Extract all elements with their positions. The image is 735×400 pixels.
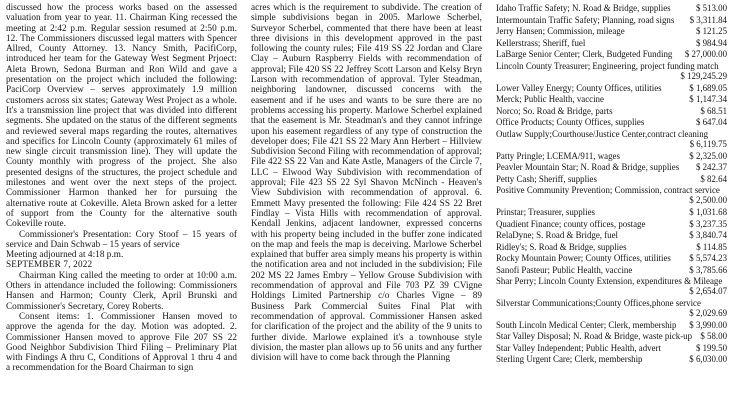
paragraph: Consent items: 1. Commissioner Hansen moved to approve the agenda for the day. Motion was adopted. 2. Commissioner Hansen moved to approve File 207 SS 22 Good Neighbor Subdivision Third Filing – Preliminary Plat with Findings A thru C, Conditions of Approval 1 thru 4 and a recommendation for the Board Chairman to sign <box>6 310 237 373</box>
expenditure-amount: $ 2,029.69 <box>689 308 727 319</box>
expenditure-item <box>496 162 727 172</box>
expenditure-payee: Kellerstrass; Sheriff, fuel <box>496 37 586 48</box>
paragraph: discussed how the process works based on the assessed valuation from year to year. 11. Chairman King recessed the meeting at 2:42 p.m. Regular session resumed at 2:50 p.m. 12. The Commissioners discussed legal matters with Spencer Allred, County Attorney. 13. Nancy Smith, PacifiCorp, introduced her team for the Gateway West Segment Prjoect: Aleta Brown, Sedona Burman and Ron Wild and gave a presentation on the project which included the following: PaciCorp Overview – serves approximately 1.9 million customers across six states; Gateway West Project as a whole. It's a transmission line project that was divided into different segments. She updated on the status of the different segments and reviewed several maps regarding the routes, alternatives and specifics for Lincoln County (approximately 61 miles of new single circuit transmission line). They will update the County monthly with progress of the project. She also presented designs of the structures, the project schedule and milestones and went over the next steps of the project. Commissioner Harmon thanked her for pursuing the alternative route at Cokeville. Aleta Brown asked for a letter of support from the County for the alternative south Cokeville route. <box>6 2 237 229</box>
expenditure-payee: Patty Pringle; LCEMA/911, wages <box>496 150 620 161</box>
expenditure-payee: Peavler Mountain Star; N. Road & Bridge, supplies <box>496 162 680 173</box>
expenditure-item <box>496 253 727 263</box>
expenditure-amount: $ 1,147.34 <box>689 94 727 105</box>
expenditure-item <box>496 117 727 127</box>
expenditure-item <box>496 151 727 161</box>
expenditure-amount: $ 199.50 <box>695 342 727 353</box>
expenditure-payee: Sterling Urgent Care; Clerk, membership <box>496 354 643 365</box>
date-heading: SEPTEMBER 7, 2022 <box>6 259 93 270</box>
expenditure-item <box>496 61 727 81</box>
expenditure-amount: $ 6,119.75 <box>689 138 727 149</box>
expenditure-payee: Lower Valley Energy; County Offices, utilities <box>496 82 662 93</box>
expenditure-amount: $ 58.00 <box>700 331 727 342</box>
expenditure-amount: $ 2,325.00 <box>689 150 727 161</box>
expenditure-payee: Outlaw Supply;Courthouse/Justice Center,contract cleaning <box>496 128 709 139</box>
expenditure-amount: $ 5,574.23 <box>689 253 727 264</box>
expenditure-amount: $ 121.25 <box>695 26 727 37</box>
expenditure-payee: Sanofi Pasteur; Public Health, vaccine <box>496 264 633 275</box>
expenditure-amount: $ 3,311.84 <box>689 14 727 25</box>
expenditure-amount: $ 984.94 <box>695 37 727 48</box>
expenditure-amount: $ 647.04 <box>695 117 727 128</box>
middle-column <box>251 2 482 400</box>
expenditure-item <box>496 185 727 205</box>
expenditure-item <box>496 174 727 184</box>
expenditure-item <box>496 207 727 217</box>
expenditure-amount: $ 242.37 <box>695 162 727 173</box>
expenditure-amount: $ 3,785.66 <box>689 264 727 275</box>
expenditure-payee: Prinstar; Treasurer, supplies <box>496 206 595 217</box>
expenditure-payee: Star Valley Independent; Public Health, advert <box>496 342 661 353</box>
expenditure-item <box>496 298 727 318</box>
right-column-expenditures <box>496 2 727 400</box>
expenditure-item <box>496 343 727 353</box>
expenditure-amount: $ 3,237.35 <box>689 218 727 229</box>
paragraph: Commissioner's Presentation: Cory Stoof – 15 years of service and Dain Schwab – 15 years of service <box>6 228 237 249</box>
expenditure-amount: $ 68.51 <box>700 105 727 116</box>
expenditure-payee: Petty Cash; Sheriff, supplies <box>496 173 597 184</box>
expenditure-amount: $ 3,990.00 <box>689 319 727 330</box>
expenditure-amount: $ 2,500.00 <box>689 195 727 206</box>
expenditure-item <box>496 38 727 48</box>
expenditure-payee: Merck; Public Health, vaccine <box>496 94 604 105</box>
expenditure-payee: Norco; So. Road & Bridge, parts <box>496 105 613 116</box>
expenditure-payee: Silverstar Communications;County Offices,phone service <box>496 298 701 309</box>
expenditure-payee: Star Valley Disposal; N. Road & Bridge, waste pick-up <box>496 331 693 342</box>
expenditure-amount: $ 1,689.05 <box>689 82 727 93</box>
expenditure-item <box>496 129 727 149</box>
expenditure-item <box>496 106 727 116</box>
expenditure-payee: Positive Community Prevention; Commission, contract service <box>496 185 720 196</box>
expenditure-payee: LaBarge Senior Center; Clerk, Budgeted Funding <box>496 49 673 60</box>
expenditure-item <box>496 265 727 275</box>
expenditure-item <box>496 230 727 240</box>
expenditure-payee: Lincoln County Treasurer; Engineering, project funding match <box>496 60 719 71</box>
expenditure-item <box>496 242 727 252</box>
paragraph: acres which is the requirement to subdivide. The creation of simple subdivisions began in 2005. Marlowe Scherbel, Surveyor Scherbel, commented that there have been at least three divisions in this development approved in the past following the county rules; File 419 SS 22 Jordan and Clare Clay – Auburn Raspberry Fields with recommendation of approval; File 420 SS 22 Jeffrey Scott Larson and Kelsy Bryn Larson with recommendation of approval. Tyler Steadman, neighboring landowner, discussed concerns with the easement and if he uses and wants to be sure there are no problems accessing his property. Marlowe Scherbel explained that the easement is Mr. Steadman's and they cannot infringe upon his easement regardless of any type of construction the developer does; File 421 SS 22 Mary Ann Herbert – Hillview Subdivision Second Filing with recommendation of approval; File 422 SS 22 Van and Kate Astle, Managers of the Circle 7, LLC – Elwood Way Subdivision with recommendation of approval; File 423 SS 22 Syl Shavon McNinch - Heaven's View Subdivision with recommendation of approval. 6. Emmett Mavy presented the following: File 424 SS 22 Bret Findlay – Vista Hills with recommendation of approval. Kendall Jenkins, adjacent landowner, expressed concerns with his property being included in the buffer zone indicated on the map and feels the map is deceiving. Marlowe Scherbel explained that buffer area simply means his property is within the notification area and not included in the subdivision; File 202 MS 22 James Embry – Yellow Grouse Subdivision with recommendation of approval and File 703 PZ 39 CVigne Holdings Limited Partnership c/o Charles Vigne – 89 Business Park Commercial Suites Final Plat with recommendation of approval. Commissioner Hansen asked for clarification of the project and the ability of the 9 units to further divide. Marlowe explained it's a townhouse style division, the master plan allows up to 56 units and any further division will have to come back through the Planning <box>251 2 482 363</box>
expenditure-item <box>496 26 727 36</box>
expenditure-payee: Office Products; County Offices, supplies <box>496 117 645 128</box>
expenditure-payee: Idaho Traffic Safety; N. Road & Bridge, supplies <box>496 3 671 13</box>
expenditure-amount: $ 3,840.74 <box>689 230 727 241</box>
expenditure-item <box>496 331 727 341</box>
expenditure-payee: Intermountain Traffic Safety; Planning, road signs <box>496 14 675 25</box>
expenditure-item <box>496 320 727 330</box>
expenditure-amount: $ 27,000.00 <box>684 49 727 60</box>
expenditure-payee: Quadient Finance; county offices, postage <box>496 218 646 229</box>
expenditure-payee: Jerry Hansen; Commission, mileage <box>496 26 625 37</box>
expenditure-item <box>496 3 727 13</box>
expenditure-amount: $ 1,031.68 <box>689 206 727 217</box>
expenditure-payee: Ridley's; S. Road & Bridge, supplies <box>496 241 627 252</box>
expenditure-item <box>496 83 727 93</box>
left-column <box>6 2 237 400</box>
expenditure-amount: $ 114.85 <box>696 241 727 252</box>
expenditure-amount: $ 2,654.07 <box>689 286 727 297</box>
expenditure-payee: Shar Perry; Lincoln County Extension, expenditures & Mileage <box>496 276 723 287</box>
expenditure-amount: $ 6,030.00 <box>689 354 727 365</box>
expenditure-item <box>496 94 727 104</box>
expenditure-item <box>496 15 727 25</box>
paragraph: Meeting adjourned at 4:18 p.m. <box>6 249 124 260</box>
paragraph: Chairman King called the meeting to order at 10:00 a.m. Others in attendance included the following: Commissioners Hansen and Harmon; County Clerk, April Brunski and Commissioner's Secretary, Corey Roberts. <box>6 269 237 311</box>
expenditure-payee: South Lincoln Medical Center; Clerk, membership <box>496 319 677 330</box>
expenditure-item <box>496 276 727 296</box>
expenditure-amount: $ 129,245.29 <box>680 70 727 81</box>
expenditure-item <box>496 219 727 229</box>
expenditure-item <box>496 354 727 364</box>
expenditure-payee: Rocky Mountain Power; County Offices, utilities <box>496 253 671 264</box>
expenditure-payee: RelaDyne; S. Road & Bridge, fuel <box>496 230 619 241</box>
expenditure-amount: $ 82.64 <box>700 173 727 184</box>
expenditure-amount: $ 513.00 <box>695 3 727 13</box>
expenditure-item <box>496 49 727 59</box>
